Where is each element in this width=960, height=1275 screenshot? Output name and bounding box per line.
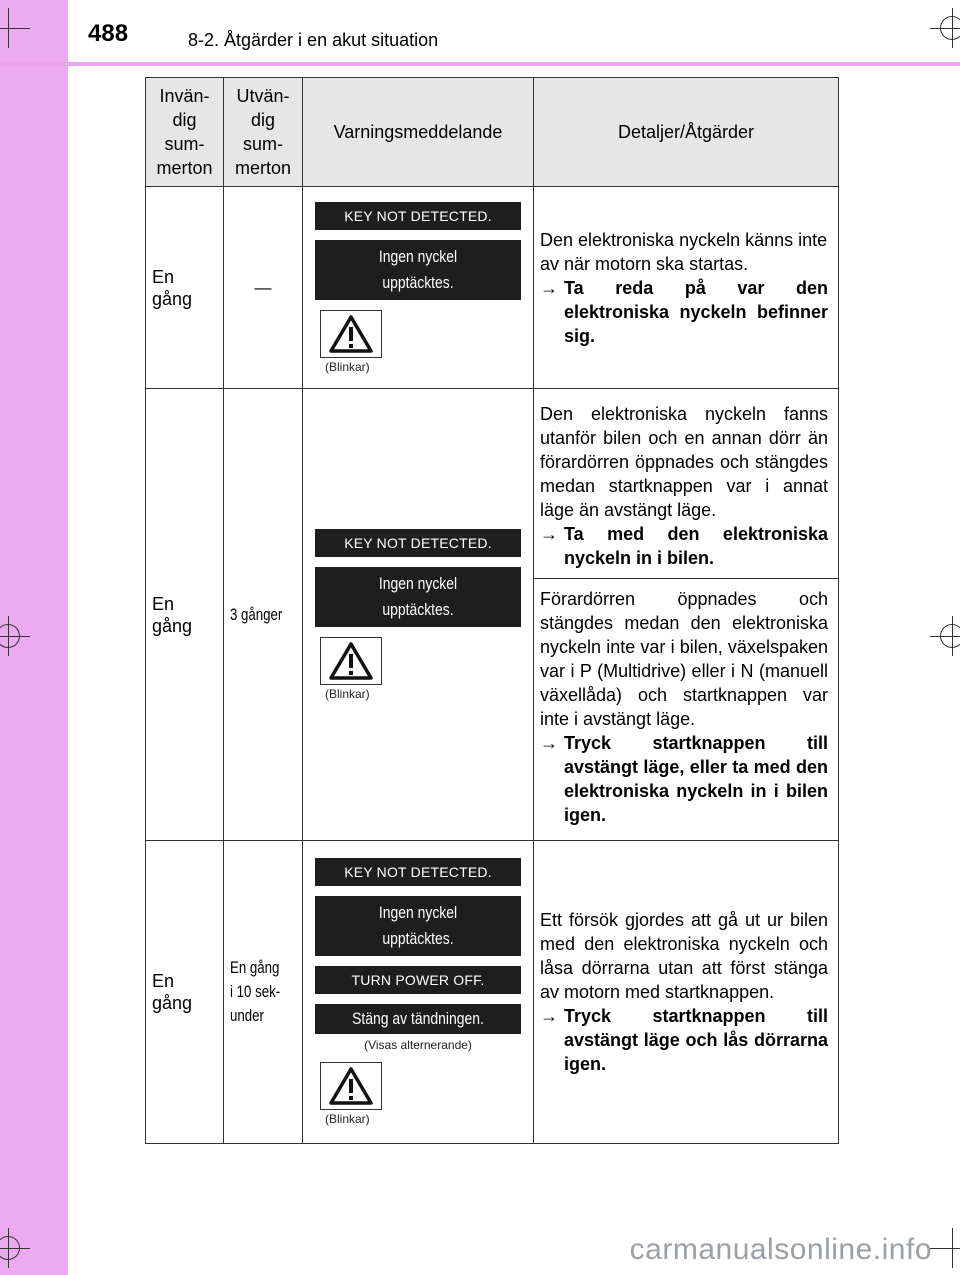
details-cell <box>534 389 839 841</box>
arrow-icon: → <box>540 277 558 298</box>
interior-buzzer-count: En gång <box>146 187 224 389</box>
detail-text: Ett försök gjordes att gå ut ur bilen med den elektroniska nyckeln och låsa dörrarna utan att först stänga av motorn med startknappen. <box>540 910 828 1002</box>
alternating-caption: (Visas alternerande) <box>364 1038 472 1052</box>
column-header-interior-buzzer: Invän- dig sum- merton <box>146 78 224 187</box>
crop-mark-bottom-left <box>0 1228 30 1268</box>
table-row <box>146 389 839 841</box>
action-text: → Ta reda på var den elektroniska nyckeln befinner sig. <box>540 277 828 346</box>
interior-buzzer-count: En gång <box>146 389 224 841</box>
detail-text: Förardörren öppnades och stängdes medan den elektroniska nyckeln inte var i bilen, växelspaken var i P (Multidrive) eller i N (manuell växellåda) och startknappen var inte i avstängt läge. <box>540 589 828 729</box>
exterior-buzzer-count: 3 gånger <box>224 389 303 841</box>
message-display <box>303 858 533 1126</box>
table-row <box>146 187 839 389</box>
arrow-icon: → <box>540 524 558 544</box>
exclamation-triangle-icon <box>320 637 382 685</box>
message-english: KEY NOT DETECTED. <box>315 858 521 886</box>
exclamation-triangle-icon <box>320 1062 382 1110</box>
column-header-exterior-buzzer: Utvän- dig sum- merton <box>224 78 303 187</box>
crop-mark-bottom-right <box>930 1228 960 1268</box>
crop-mark-top-left <box>0 8 30 48</box>
message-english: KEY NOT DETECTED. <box>315 529 521 557</box>
exterior-buzzer-count: — <box>224 187 303 389</box>
details-cell <box>534 187 839 389</box>
message-display <box>303 529 533 701</box>
table-row <box>146 841 839 1144</box>
message-display <box>303 202 533 374</box>
message-swedish: Ingen nyckel upptäcktes. <box>315 896 521 956</box>
exterior-buzzer-count: En gång i 10 sek- under <box>224 841 303 1144</box>
blink-caption: (Blinkar) <box>325 686 370 701</box>
column-header-details-actions: Detaljer/Åtgärder <box>534 78 839 187</box>
detail-text: Den elektroniska nyckeln fanns utanför bilen och en annan dörr än förardörren öppnades och stängdes medan startknappen var i annat läge än avstängt läge. <box>540 404 828 520</box>
warning-message-cell <box>303 841 534 1144</box>
warning-message-cell <box>303 187 534 389</box>
interior-buzzer-count: En gång <box>146 841 224 1144</box>
crop-mark-mid-right <box>930 616 960 656</box>
details-cell <box>534 841 839 1144</box>
blink-caption: (Blinkar) <box>325 359 370 374</box>
table-header-row <box>146 78 839 187</box>
header-rule <box>0 62 960 66</box>
message-swedish: Ingen nyckel upptäcktes. <box>315 567 521 627</box>
page-number: 488 <box>88 20 129 47</box>
exclamation-triangle-icon <box>320 310 382 358</box>
blink-caption: (Blinkar) <box>325 1112 370 1126</box>
arrow-icon: → <box>540 733 558 753</box>
message-english: KEY NOT DETECTED. <box>315 202 521 230</box>
message-swedish-power-off: Stäng av tändningen. <box>315 1004 521 1034</box>
watermark: carmanualsonline.info <box>629 1233 932 1266</box>
detail-text: Den elektroniska nyckeln känns inte av när motorn ska startas. <box>540 229 828 274</box>
crop-mark-top-right <box>930 8 960 48</box>
details-divider <box>534 578 838 579</box>
crop-mark-mid-left <box>0 616 30 656</box>
message-swedish: Ingen nyckel upptäcktes. <box>315 240 521 300</box>
arrow-icon: → <box>540 1006 558 1026</box>
column-header-warning-message: Varningsmeddelande <box>303 78 534 187</box>
warning-message-cell <box>303 389 534 841</box>
action-text: → Tryck startknappen till avstängt läge och lås dörrarna igen. <box>540 1006 828 1074</box>
section-title: 8-2. Åtgärder i en akut situation <box>188 30 439 50</box>
warning-message-table <box>145 77 839 1144</box>
message-english-power-off: TURN POWER OFF. <box>315 966 521 994</box>
action-text: → Tryck startknappen till avstängt läge, eller ta med den elektroniska nyckeln in i bilen igen. <box>540 733 828 825</box>
action-text: → Ta med den elektroniska nyckeln in i bilen. <box>540 524 828 568</box>
